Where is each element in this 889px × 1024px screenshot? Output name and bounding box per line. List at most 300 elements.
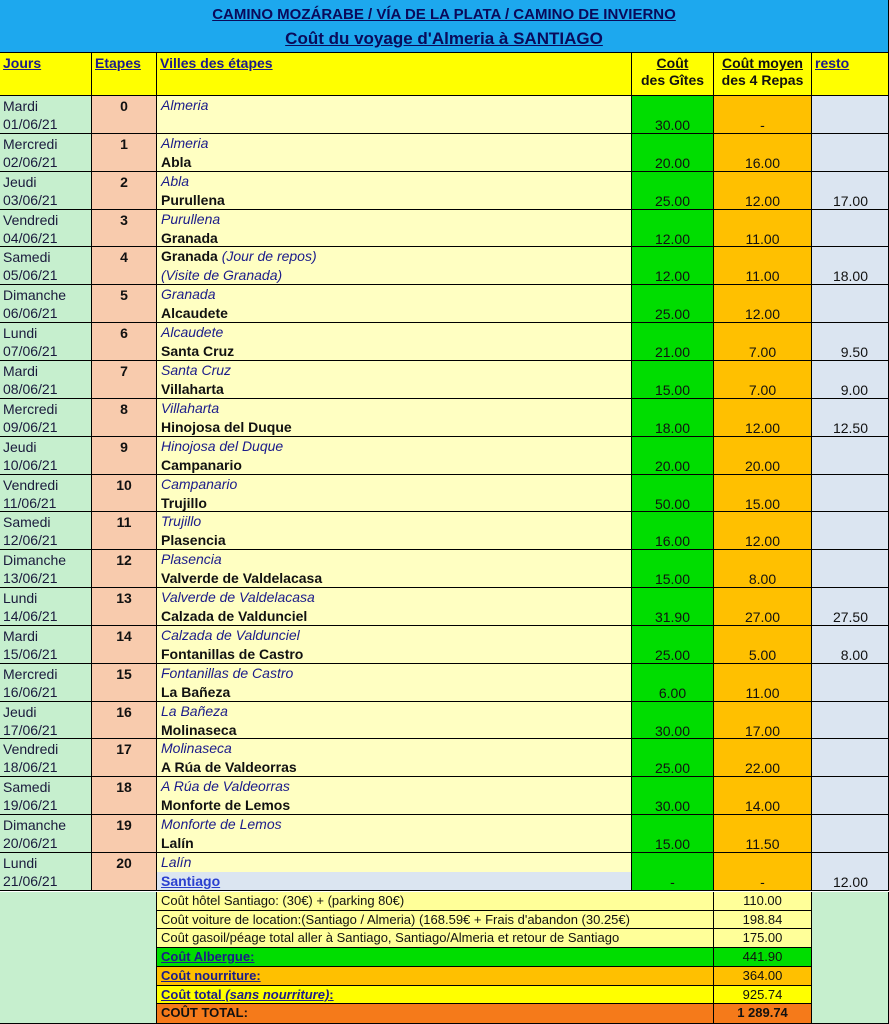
to-city: Fontanillas de Castro xyxy=(161,646,304,662)
summary-label-text: Coût gasoil/péage total aller à Santiago, Santiago/Almeria et retour de Santiago xyxy=(161,930,620,945)
day-cell xyxy=(0,588,92,626)
day-date: 12/06/21 xyxy=(3,532,58,548)
gite-value: 31.90 xyxy=(654,609,691,625)
etape-number: 0 xyxy=(120,98,128,114)
from-line xyxy=(161,172,627,191)
repas-cell xyxy=(714,323,812,361)
summary-value: 198.84 xyxy=(714,911,812,929)
etape-cell xyxy=(92,702,157,739)
etape-number: 9 xyxy=(120,439,128,455)
header-gites-line1: Coût xyxy=(656,55,689,71)
etape-cell xyxy=(92,399,157,437)
day-name: Dimanche xyxy=(3,552,67,568)
summary-label xyxy=(157,1004,714,1024)
day-cell xyxy=(0,739,92,777)
from-city: Almeria xyxy=(161,97,209,113)
day-date: 07/06/21 xyxy=(3,343,58,359)
day-name: Jeudi xyxy=(3,174,37,190)
gite-cell xyxy=(632,853,714,891)
etape-cell xyxy=(92,437,157,475)
day-cell xyxy=(0,361,92,399)
from-city: Santa Cruz xyxy=(161,362,232,378)
etape-cell xyxy=(92,96,157,134)
to-city: Santiago xyxy=(157,872,631,891)
day-cell xyxy=(0,323,92,361)
etape-number: 1 xyxy=(120,136,128,152)
repas-cell xyxy=(714,437,812,475)
repas-cell xyxy=(714,512,812,550)
header-gites xyxy=(632,53,714,96)
repas-cell xyxy=(714,247,812,285)
day-date: 14/06/21 xyxy=(3,608,58,624)
gite-cell xyxy=(632,588,714,626)
repas-cell xyxy=(714,361,812,399)
day-cell xyxy=(0,853,92,891)
day-name: Mercredi xyxy=(3,136,58,152)
from-line xyxy=(161,512,627,531)
from-note: (Jour de repos) xyxy=(217,248,317,264)
from-line xyxy=(161,550,627,569)
etape-number: 12 xyxy=(116,552,132,568)
to-city: (Visite de Granada) xyxy=(161,267,283,283)
repas-value: 7.00 xyxy=(748,344,777,360)
day-date: 01/06/21 xyxy=(3,116,58,132)
gite-cell xyxy=(632,247,714,285)
city-cell xyxy=(157,96,632,134)
repas-value: - xyxy=(760,117,765,133)
repas-value: 17.00 xyxy=(744,723,781,739)
header-jours: Jours xyxy=(0,53,92,96)
title-line-2: Coût du voyage d'Almeria à SANTIAGO xyxy=(0,28,889,53)
from-line xyxy=(161,96,627,115)
repas-value: 16.00 xyxy=(744,155,781,171)
repas-cell xyxy=(714,399,812,437)
summary-label xyxy=(157,986,714,1004)
to-city: A Rúa de Valdeorras xyxy=(161,759,297,775)
repas-cell xyxy=(714,285,812,323)
resto-cell xyxy=(812,626,889,664)
day-name: Jeudi xyxy=(3,439,37,455)
repas-cell xyxy=(714,702,812,739)
day-date: 20/06/21 xyxy=(3,835,58,851)
day-cell xyxy=(0,134,92,172)
to-city: Trujillo xyxy=(161,495,207,511)
repas-value: 27.00 xyxy=(744,609,781,625)
city-cell xyxy=(157,588,632,626)
etape-cell xyxy=(92,172,157,210)
from-line xyxy=(161,361,627,380)
resto-cell xyxy=(812,285,889,323)
repas-value: 20.00 xyxy=(744,458,781,474)
etape-number: 11 xyxy=(116,514,132,530)
summary-value: 925.74 xyxy=(714,986,812,1004)
day-name: Lundi xyxy=(3,325,38,341)
etape-cell xyxy=(92,664,157,702)
to-city: Granada xyxy=(161,230,218,246)
repas-value: 7.00 xyxy=(748,382,777,398)
repas-cell xyxy=(714,210,812,247)
etape-number: 6 xyxy=(120,325,128,341)
gite-cell xyxy=(632,134,714,172)
day-date: 03/06/21 xyxy=(3,192,58,208)
repas-value: 12.00 xyxy=(744,306,781,322)
from-city: Alcaudete xyxy=(161,324,224,340)
header-gites-line2: des Gîtes xyxy=(640,72,705,88)
header-villes: Villes des étapes xyxy=(157,53,632,96)
repas-value: 11.00 xyxy=(745,268,780,284)
city-cell xyxy=(157,550,632,588)
gite-value: 15.00 xyxy=(654,836,691,852)
repas-value: 12.00 xyxy=(744,420,781,436)
city-cell xyxy=(157,475,632,512)
day-name: Samedi xyxy=(3,779,51,795)
gite-cell xyxy=(632,550,714,588)
from-line xyxy=(161,323,627,342)
summary-value: 441.90 xyxy=(714,948,812,967)
gite-value: 30.00 xyxy=(654,723,691,739)
from-line xyxy=(161,437,627,456)
summary-label-text: Coût voiture de location:(Santiago / Almeria) (168.59€ + Frais d'abandon (30.25€) xyxy=(161,912,630,927)
etape-number: 14 xyxy=(116,628,132,644)
repas-cell xyxy=(714,626,812,664)
from-city: Monforte de Lemos xyxy=(161,816,282,832)
day-date: 04/06/21 xyxy=(3,230,58,246)
etape-cell xyxy=(92,815,157,853)
gite-cell xyxy=(632,512,714,550)
day-name: Jeudi xyxy=(3,704,37,720)
summary-filler-left xyxy=(0,892,157,1024)
city-cell xyxy=(157,815,632,853)
from-line xyxy=(161,210,627,229)
resto-cell xyxy=(812,702,889,739)
repas-cell xyxy=(714,550,812,588)
day-cell xyxy=(0,512,92,550)
etape-cell xyxy=(92,626,157,664)
to-city: Alcaudete xyxy=(161,305,228,321)
from-city: Molinaseca xyxy=(161,740,232,756)
from-line xyxy=(161,739,627,758)
gite-cell xyxy=(632,702,714,739)
resto-cell xyxy=(812,437,889,475)
gite-value: 12.00 xyxy=(654,268,691,284)
repas-cell xyxy=(714,475,812,512)
etape-number: 20 xyxy=(116,855,132,871)
repas-value: 11.00 xyxy=(745,685,780,701)
summary-label xyxy=(157,929,714,948)
summary-value: 1 289.74 xyxy=(714,1004,812,1024)
gite-value: 50.00 xyxy=(654,496,691,512)
day-name: Mercredi xyxy=(3,666,58,682)
to-city: La Bañeza xyxy=(161,684,231,700)
etape-cell xyxy=(92,361,157,399)
day-date: 02/06/21 xyxy=(3,154,58,170)
from-city: A Rúa de Valdeorras xyxy=(161,778,290,794)
resto-value: 17.00 xyxy=(832,193,868,209)
gite-cell xyxy=(632,323,714,361)
summary-label-text: Coût nourriture: xyxy=(161,968,261,983)
day-name: Vendredi xyxy=(3,741,59,757)
etape-cell xyxy=(92,853,157,891)
from-city: Villaharta xyxy=(161,400,220,416)
summary-label-text: Coût Albergue: xyxy=(161,949,255,964)
day-date: 06/06/21 xyxy=(3,305,58,321)
city-cell xyxy=(157,172,632,210)
summary-value: 364.00 xyxy=(714,967,812,986)
city-cell xyxy=(157,702,632,739)
city-cell xyxy=(157,853,632,891)
etape-cell xyxy=(92,550,157,588)
summary-label-text: Coût hôtel Santiago: (30€) + (parking 80€) xyxy=(161,893,405,908)
gite-value: 15.00 xyxy=(654,571,691,587)
day-date: 10/06/21 xyxy=(3,457,58,473)
from-city: Lalín xyxy=(161,854,192,870)
from-city: Plasencia xyxy=(161,551,222,567)
from-city: Granada xyxy=(161,248,218,264)
to-city: Valverde de Valdelacasa xyxy=(161,570,323,586)
resto-cell xyxy=(812,815,889,853)
resto-cell xyxy=(812,475,889,512)
repas-value: 12.00 xyxy=(744,193,781,209)
from-city: Campanario xyxy=(161,476,238,492)
etape-number: 7 xyxy=(120,363,128,379)
gite-value: 25.00 xyxy=(654,647,691,663)
day-name: Vendredi xyxy=(3,212,59,228)
from-line xyxy=(161,664,627,683)
etape-cell xyxy=(92,247,157,285)
day-cell xyxy=(0,210,92,247)
resto-cell xyxy=(812,777,889,815)
resto-cell xyxy=(812,210,889,247)
resto-value: 8.00 xyxy=(840,647,868,663)
repas-value: 11.50 xyxy=(745,836,780,852)
repas-cell xyxy=(714,739,812,777)
city-cell xyxy=(157,626,632,664)
summary-filler-right xyxy=(812,892,889,1024)
repas-value: 5.00 xyxy=(748,647,777,663)
repas-cell xyxy=(714,96,812,134)
etape-cell xyxy=(92,739,157,777)
day-date: 09/06/21 xyxy=(3,419,58,435)
day-cell xyxy=(0,626,92,664)
to-city: Lalín xyxy=(161,835,194,851)
from-city: La Bañeza xyxy=(161,703,228,719)
resto-cell xyxy=(812,134,889,172)
etape-number: 2 xyxy=(120,174,128,190)
gite-cell xyxy=(632,285,714,323)
day-cell xyxy=(0,702,92,739)
day-name: Samedi xyxy=(3,514,51,530)
resto-cell xyxy=(812,323,889,361)
etape-cell xyxy=(92,588,157,626)
from-line xyxy=(161,702,627,721)
from-line xyxy=(161,285,627,304)
repas-value: 12.00 xyxy=(744,533,781,549)
repas-cell xyxy=(714,777,812,815)
day-date: 18/06/21 xyxy=(3,759,58,775)
gite-value: 30.00 xyxy=(654,798,691,814)
to-city: Abla xyxy=(161,154,192,170)
from-city: Fontanillas de Castro xyxy=(161,665,294,681)
day-date: 17/06/21 xyxy=(3,722,58,738)
etape-number: 18 xyxy=(116,779,132,795)
from-line xyxy=(161,626,627,645)
from-line xyxy=(161,247,627,266)
repas-value: 22.00 xyxy=(744,760,781,776)
etape-number: 4 xyxy=(120,249,128,265)
gite-cell xyxy=(632,210,714,247)
repas-cell xyxy=(714,664,812,702)
gite-cell xyxy=(632,626,714,664)
day-cell xyxy=(0,437,92,475)
day-cell xyxy=(0,172,92,210)
from-city: Abla xyxy=(161,173,190,189)
from-city: Hinojosa del Duque xyxy=(161,438,284,454)
summary-label-text: Coût total xyxy=(161,987,222,1002)
gite-cell xyxy=(632,96,714,134)
city-cell xyxy=(157,285,632,323)
day-cell xyxy=(0,247,92,285)
repas-cell xyxy=(714,172,812,210)
day-cell xyxy=(0,815,92,853)
day-date: 21/06/21 xyxy=(3,873,58,889)
from-line xyxy=(161,588,627,607)
summary-label xyxy=(157,948,714,967)
summary-value: 110.00 xyxy=(714,892,812,911)
resto-value: 27.50 xyxy=(832,609,868,625)
gite-cell xyxy=(632,361,714,399)
day-cell xyxy=(0,96,92,134)
repas-cell xyxy=(714,853,812,891)
from-line xyxy=(161,815,627,834)
repas-value: 14.00 xyxy=(744,798,781,814)
day-name: Mercredi xyxy=(3,401,58,417)
from-city: Calzada de Valdunciel xyxy=(161,627,300,643)
gite-cell xyxy=(632,777,714,815)
etape-number: 10 xyxy=(116,477,132,493)
day-name: Samedi xyxy=(3,249,51,265)
summary-label xyxy=(157,911,714,929)
summary-value: 175.00 xyxy=(714,929,812,948)
header-etapes: Etapes xyxy=(92,53,157,96)
day-cell xyxy=(0,285,92,323)
gite-cell xyxy=(632,664,714,702)
resto-cell xyxy=(812,512,889,550)
to-city: Hinojosa del Duque xyxy=(161,419,292,435)
gite-value: 20.00 xyxy=(654,155,691,171)
day-date: 16/06/21 xyxy=(3,684,58,700)
gite-value: 18.00 xyxy=(654,420,691,436)
gite-value: 20.00 xyxy=(654,458,691,474)
header-repas-line2: des 4 Repas xyxy=(721,72,804,88)
gite-cell xyxy=(632,815,714,853)
day-cell xyxy=(0,777,92,815)
from-line xyxy=(161,475,627,494)
resto-cell xyxy=(812,361,889,399)
etape-number: 5 xyxy=(120,287,128,303)
from-city: Valverde de Valdelacasa xyxy=(161,589,315,605)
day-name: Mardi xyxy=(3,363,39,379)
to-city: Campanario xyxy=(161,457,242,473)
to-city: Molinaseca xyxy=(161,722,237,738)
resto-cell xyxy=(812,172,889,210)
etape-number: 15 xyxy=(116,666,132,682)
etape-number: 13 xyxy=(116,590,132,606)
gite-value: 16.00 xyxy=(654,533,691,549)
gite-value: - xyxy=(670,874,675,890)
resto-cell xyxy=(812,247,889,285)
resto-cell xyxy=(812,664,889,702)
day-cell xyxy=(0,550,92,588)
city-cell xyxy=(157,777,632,815)
resto-cell xyxy=(812,550,889,588)
etape-number: 19 xyxy=(116,817,132,833)
day-name: Dimanche xyxy=(3,287,67,303)
from-city: Purullena xyxy=(161,211,221,227)
city-cell xyxy=(157,739,632,777)
etape-cell xyxy=(92,777,157,815)
resto-value: 18.00 xyxy=(832,268,868,284)
resto-cell xyxy=(812,853,889,891)
repas-cell xyxy=(714,815,812,853)
city-cell xyxy=(157,512,632,550)
etape-number: 8 xyxy=(120,401,128,417)
header-resto: resto xyxy=(812,53,889,96)
gite-value: 25.00 xyxy=(654,306,691,322)
summary-label-text: COÛT TOTAL: xyxy=(161,1005,248,1020)
day-date: 11/06/21 xyxy=(3,495,57,511)
resto-value: 9.00 xyxy=(840,382,868,398)
from-city: Almeria xyxy=(161,135,209,151)
gite-value: 25.00 xyxy=(654,193,691,209)
to-city: Purullena xyxy=(161,192,225,208)
etape-cell xyxy=(92,323,157,361)
resto-cell xyxy=(812,96,889,134)
from-line xyxy=(161,399,627,418)
city-cell xyxy=(157,437,632,475)
city-cell xyxy=(157,247,632,285)
gite-cell xyxy=(632,172,714,210)
day-name: Vendredi xyxy=(3,477,59,493)
day-cell xyxy=(0,664,92,702)
city-cell xyxy=(157,361,632,399)
repas-cell xyxy=(714,134,812,172)
header-repas-line1: Coût moyen xyxy=(722,55,803,71)
repas-value: - xyxy=(760,874,765,890)
gite-value: 6.00 xyxy=(658,685,687,701)
resto-value: 9.50 xyxy=(840,344,868,360)
to-city: Villaharta xyxy=(161,381,224,397)
resto-cell xyxy=(812,399,889,437)
from-city: Granada xyxy=(161,286,216,302)
resto-value: 12.00 xyxy=(832,874,868,890)
etape-cell xyxy=(92,134,157,172)
day-name: Lundi xyxy=(3,590,38,606)
gite-value: 15.00 xyxy=(654,382,691,398)
city-cell xyxy=(157,134,632,172)
gite-value: 25.00 xyxy=(654,760,691,776)
to-city: Santa Cruz xyxy=(161,343,235,359)
gite-value: 30.00 xyxy=(654,117,691,133)
day-date: 15/06/21 xyxy=(3,646,58,662)
city-cell xyxy=(157,323,632,361)
header-repas xyxy=(714,53,812,96)
from-line xyxy=(161,777,627,796)
etape-cell xyxy=(92,285,157,323)
etape-number: 3 xyxy=(120,212,128,228)
title-line-1: CAMINO MOZÁRABE / VÍA DE LA PLATA / CAMINO DE INVIERNO xyxy=(0,0,889,28)
day-name: Lundi xyxy=(3,855,38,871)
day-date: 05/06/21 xyxy=(3,267,58,283)
